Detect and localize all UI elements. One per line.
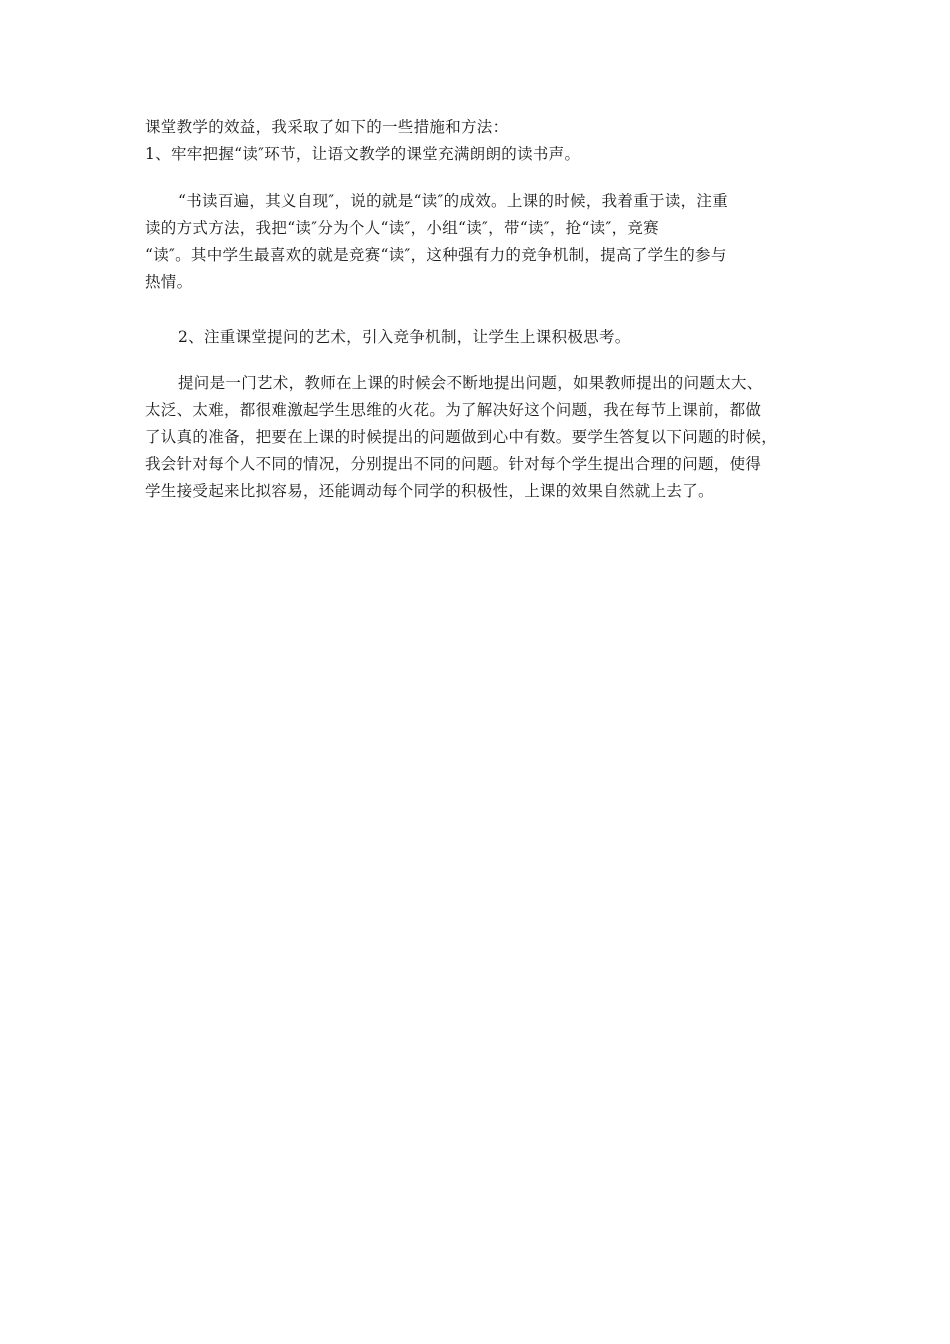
paragraph-questioning: [145, 370, 805, 505]
intro-line: 课堂教学的效益，我采取了如下的一些措施和方法：: [145, 118, 509, 136]
section-2-heading: 2、注重课堂提问的艺术，引入竞争机制，让学生上课积极思考。: [178, 328, 631, 346]
paragraph-reading: [145, 188, 805, 296]
section-1-heading: 1、牢牢把握“读″环节，让语文教学的课堂充满朗朗的读书声。: [145, 145, 581, 163]
paragraph-line: 热情。: [145, 273, 193, 291]
paragraph-line: 提问是一门艺术，教师在上课的时候会不断地提出问题，如果教师提出的问题太大、: [178, 374, 763, 392]
paragraph-line: 太泛、太难，都很难激起学生思维的火花。为了解决好这个问题，我在每节上课前，都做: [145, 401, 762, 419]
paragraph-line: 读的方式方法，我把“读″分为个人“读″，小组“读″，带“读″，抢“读″，竞赛: [145, 219, 659, 237]
paragraph-line: “书读百遍，其义自现″，说的就是“读″的成效。上课的时候，我着重于读，注重: [178, 192, 729, 210]
paragraph-line: 了认真的准备，把要在上课的时候提出的问题做到心中有数。要学生答复以下问题的时候，: [145, 428, 778, 446]
paragraph-line: 学生接受起来比拟容易，还能调动每个同学的积极性，上课的效果自然就上去了。: [145, 482, 714, 500]
paragraph-line: 我会针对每个人不同的情况，分别提出不同的问题。针对每个学生提出合理的问题，使得: [145, 455, 762, 473]
section-2-block: [145, 324, 805, 351]
paragraph-line: “读″。其中学生最喜欢的就是竞赛“读″，这种强有力的竞争机制，提高了学生的参与: [145, 246, 727, 264]
intro-block: [145, 114, 805, 168]
